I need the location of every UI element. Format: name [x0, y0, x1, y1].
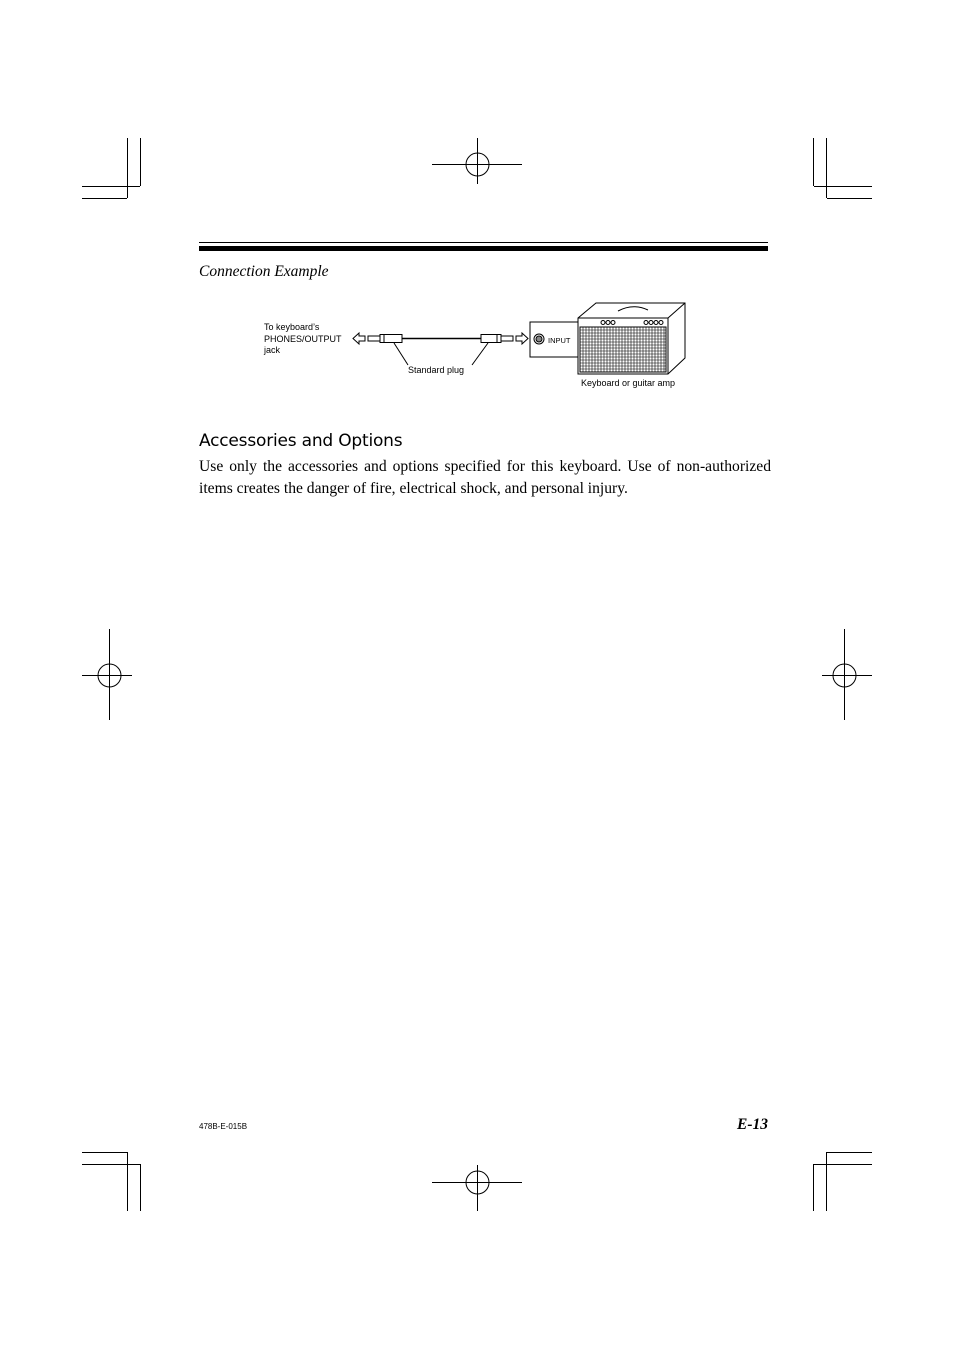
keyboard-jack-label-line: PHONES/OUTPUT — [264, 333, 342, 344]
standard-plug-label: Standard plug — [408, 365, 465, 375]
accessories-body-text: Use only the accessories and options specified for this keyboard. Use of non-authorized items creates the danger of fire, electrical shock, and personal injury. — [199, 458, 771, 497]
header-rule-thick — [199, 246, 768, 251]
arrow-right-icon — [516, 333, 528, 344]
registration-mark-left — [82, 629, 132, 720]
amp-icon — [578, 303, 685, 374]
registration-mark-bottom — [432, 1165, 522, 1211]
accessories-heading: Accessories and Options — [199, 431, 403, 451]
keyboard-jack-label-line: jack — [264, 345, 281, 355]
page-number: E-13 — [737, 1116, 768, 1133]
registration-mark-top — [432, 138, 522, 184]
arrow-left-icon — [353, 333, 365, 344]
keyboard-jack-label — [264, 322, 342, 357]
registration-mark-right — [822, 629, 872, 720]
amp-label: Keyboard or guitar amp — [581, 378, 676, 388]
input-jack-label: INPUT — [548, 336, 571, 345]
document-code: 478B-E-015B — [199, 1122, 248, 1131]
header-rule-thin — [199, 242, 768, 243]
connection-example-heading: Connection Example — [199, 263, 329, 280]
keyboard-jack-label-line: To keyboard’s — [264, 322, 320, 332]
